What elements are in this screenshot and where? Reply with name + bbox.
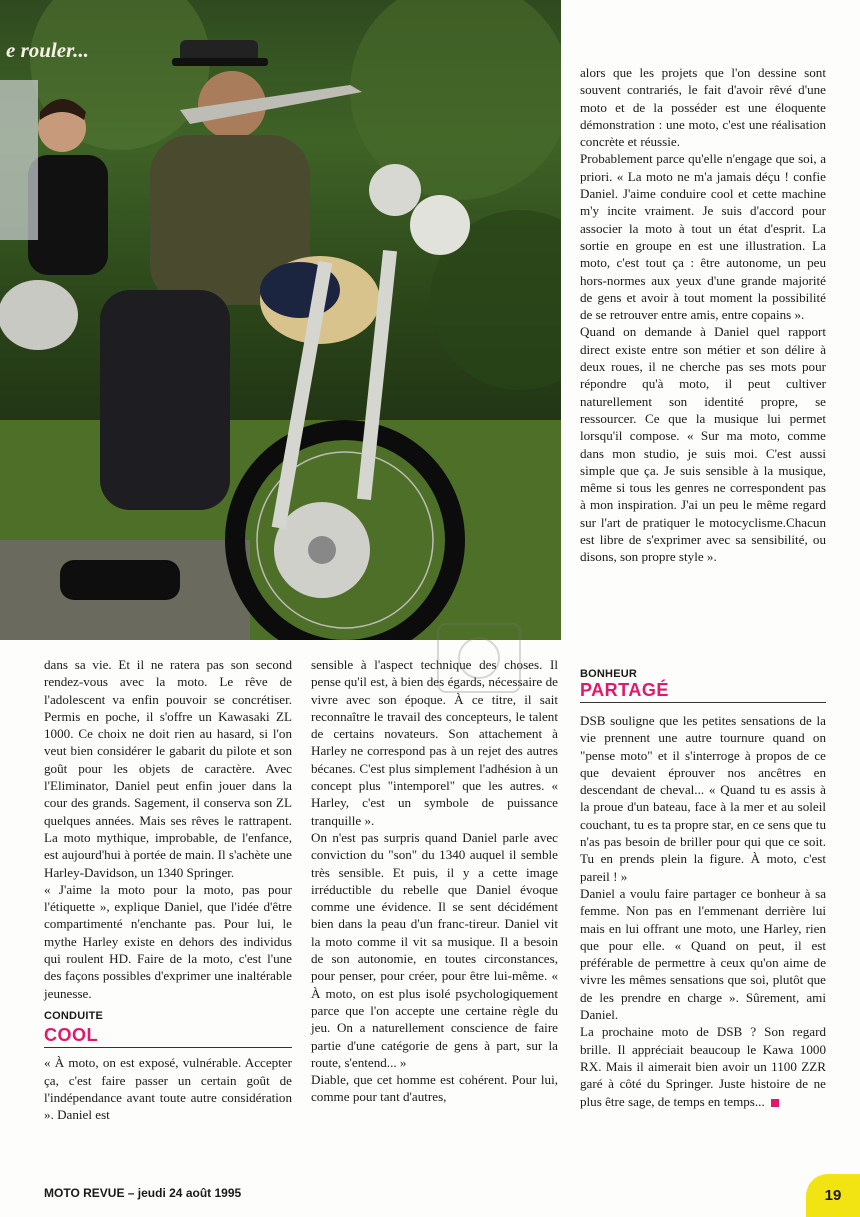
section-rule [580,702,826,703]
article-column-middle [311,656,558,1106]
section-headline: PARTAGÉ [580,680,669,700]
motorcycle-photo-illustration [0,0,561,640]
watermark-logo [436,622,522,694]
article-column-right-continued [580,712,826,1110]
paragraph: Quand on demande à Daniel quel rapport direct existe entre son métier et son délire à deux roues, il ne cherche pas ses mots pour répondre qu'à moto, il peut cultiver naturellement son identité propre, se ressourcer. Ce que la musique lui permet lorsqu'il compose. « Sur ma moto, comme dans mon studio, je suis moi. C'est aussi simple que ça. Je suis sensible à la musique, même si tous les genres ne correspondent pas à mon inspiration. J'ai un peu le même regard sur l'art de pratiquer le motocyclisme.Chacun est libre de s'exprimer avec sa sensibilité, ou disons, son propre style ». [580,324,826,565]
section-kicker: BONHEUR [580,668,638,680]
article-column-right [580,64,826,566]
paragraph: « À moto, on est exposé, vulnérable. Accepter ça, c'est faire passer un certain goût de l'indépendance avant toute autre considération ». Daniel est [44,1055,292,1123]
paragraph: Probablement parce qu'elle n'engage que soi, a priori. « La moto ne m'a jamais déçu ! confie Daniel. J'aime conduire cool et cette machine m'y incite vraiment. Je suis d'accord pour associer la moto à tout un état d'esprit. La sortie en groupe en est une illustration. La moto, c'est tout ça : être autonome, un peu hors-normes aux yeux d'une grande majorité de gens et avoir à tout moment la possibilité de se retrouver entre amis, entre copains ». [580,151,826,323]
photo-caption: e rouler... [6,38,89,62]
paragraph: « J'aime la moto pour la moto, pas pour l'étiquette », explique Daniel, que l'idée d'être compartimenté n'enchante pas. Pour lui, le mythe Harley existe en dehors des individus qui roulent HD. Faire de la moto, c'est l'une des façons possibles d'exprimer une inaltérable jeunesse. [44,881,292,1001]
paragraph-final [580,1023,826,1109]
page-number: 19 [824,1187,842,1204]
paragraph: dans sa vie. Et il ne ratera pas son second rendez-vous avec la moto. Le rêve de l'adolescent va enfin pouvoir se concrétiser. Permis en poche, il s'offre un Kawasaki ZL 1000. Ce choix ne doit rien au hasard, si l'on veut bien considérer le gabarit du pilote et son goût pour les objets de caractère. Avec l'Eliminator, Daniel peut enfin jouer dans la cour des grands. Sagement, il conserva son ZL quelques années. Mais ses rêves le rattrapent. La moto mythique, improbable, de l'enfance, est aujourd'hui à portée de main. Il s'achète une Harley-Davidson, un 1340 Springer. [44,657,292,880]
paragraph: DSB souligne que les petites sensations de la vie prennent une autre tournure quand on "pense moto" et il s'interroge à propos de ce que devaient éprouver nos ancêtres en descendant de cheval... « Quand tu es assis à la proue d'un bateau, face à la mer et au soleil couchant, tu es ta propre star, en ce sens que tu n'as pas besoin de briller pour qui que ce soit. Tu en prends plein la figure. À moto, c'est pareil ! » [580,713,826,884]
footer-publication: MOTO REVUE – jeudi 24 août 1995 [44,1186,242,1200]
end-of-article-mark [771,1099,779,1107]
section-kicker: CONDUITE [44,1009,104,1022]
section-headline: COOL [44,1025,98,1046]
article-photo [0,0,561,640]
paragraph: alors que les projets que l'on dessine sont souvent contrariés, le fait d'avoir rêvé d'une moto et de la posséder est une éloquente démonstration : une moto, c'est une réalisation concrète et réussie. [580,65,826,150]
article-column-left [44,656,292,1123]
paragraph: sensible à l'aspect technique des choses. Il pense qu'il est, à bien des égards, nécessaire de vivre avec son époque. À ce titre, il sait reconnaître le travail des concepteurs, le talent de certains novateurs. Son attachement à Harley ne correspond pas à un rejet des autres bécanes. C'est plus simplement l'adhésion à un concept plus "intemporel" que les autres. « Harley, c'est un symbole de puissance tranquille ». [311,657,558,828]
section-heading-bonheur [580,662,826,709]
paragraph: On n'est pas surpris quand Daniel parle avec conviction du "son" du 1340 auquel il semble très sensible. Et puis, il y a cette image irréductible du rebelle que Daniel évoque comme une évidence. Il se sent décidément bien dans la peau d'un franc-tireur. Daniel vit la moto comme il vit sa musique. Il a besoin de son autonomie, en toutes circonstances, pour penser, pour créer, pour être lui-même. « À moto, on est plus isolé psychologiquement parce que l'on accepte une certaine règle du jeu. On a naturellement conscience de faire partie d'une catégorie de gens à part, sur la route, s'entend... » [311,829,558,1070]
section-rule [44,1047,292,1048]
paragraph: Daniel a voulu faire partager ce bonheur à sa femme. Non pas en l'emmenant derrière lui mais en lui offrant une moto, une Harley, rien que pour elle. « Quand on peut, il est préférable de permettre à ceux qu'on aime de vivre les mêmes sensations que soi, plutôt que de les prendre en charge ». Sûrement, ami Daniel. [580,885,826,1023]
paragraph-final-text: La prochaine moto de DSB ? Son regard brille. Il appréciait beaucoup le Kawa 1000 RX. Mais il aimerait bien avoir un 1100 ZZR garé à côté du Springer. Juste histoire de ne plus être sage, de temps en temps... [580,1024,826,1109]
page-number-tab [806,1174,860,1217]
paragraph: Diable, que cet homme est cohérent. Pour lui, comme pour tant d'autres, [311,1072,558,1105]
